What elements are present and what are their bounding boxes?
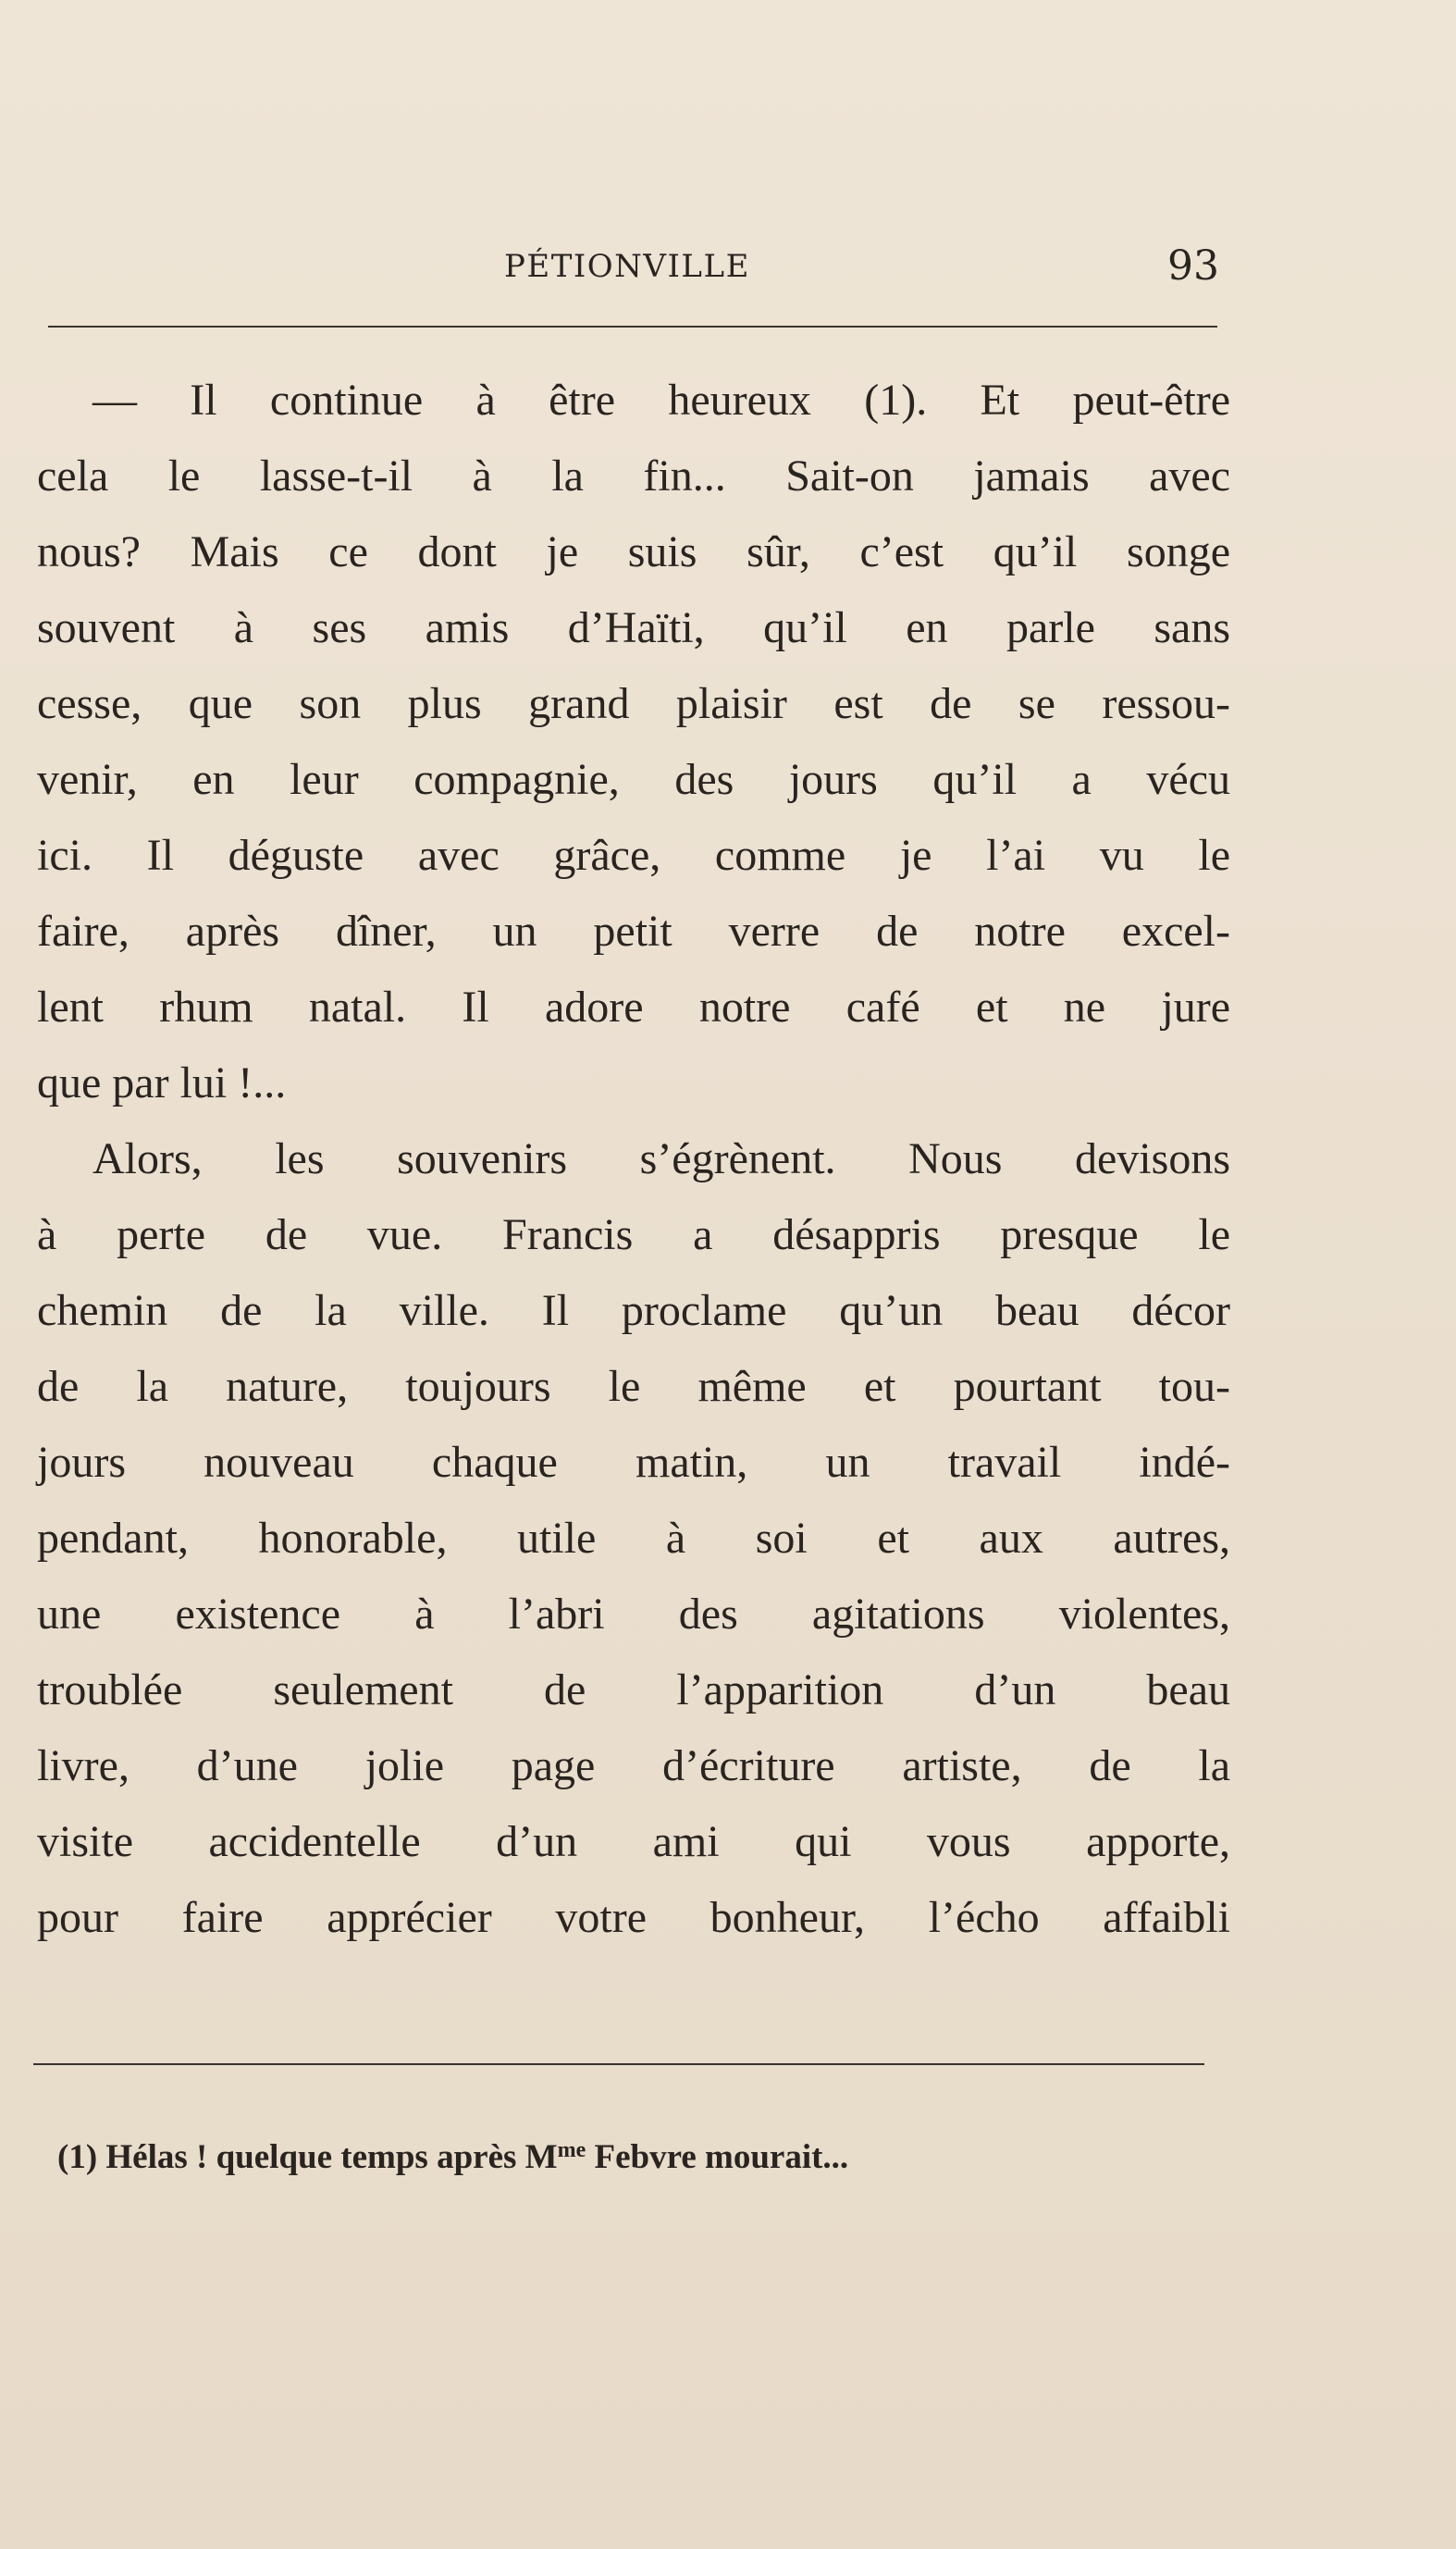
text-line: pendant, honorable, utile à soi et aux autres, — [37, 1514, 1230, 1563]
running-title: PÉTIONVILLE — [504, 248, 750, 285]
text-line: à perte de vue. Francis a désappris presque le — [37, 1210, 1230, 1259]
running-head — [0, 239, 1456, 294]
footnote-text-end: Febvre mourait... — [586, 2138, 849, 2176]
header-rule — [48, 326, 1217, 328]
text-line: troublée seulement de l’apparition d’un beau — [37, 1665, 1230, 1714]
text-line: venir, en leur compagnie, des jours qu’il a vécu — [37, 755, 1230, 804]
text-line: — Il continue à être heureux (1). Et peut-être — [93, 376, 1230, 425]
text-line: visite accidentelle d’un ami qui vous apporte, — [37, 1817, 1230, 1866]
text-line: jours nouveau chaque matin, un travail indé- — [37, 1438, 1230, 1487]
text-line: souvent à ses amis d’Haïti, qu’il en parle sans — [37, 603, 1230, 652]
text-line: chemin de la ville. Il proclame qu’un beau décor — [37, 1286, 1230, 1335]
text-line: ici. Il déguste avec grâce, comme je l’ai vu le — [37, 831, 1230, 880]
text-line: pour faire apprécier votre bonheur, l’écho affaibli — [37, 1893, 1230, 1942]
body-text — [37, 363, 1230, 1956]
footnote — [57, 2130, 848, 2185]
text-line: de la nature, toujours le même et pourtant tou- — [37, 1362, 1230, 1411]
page-number: 93 — [1167, 242, 1219, 290]
footnote-text: (1) Hélas ! quelque temps après M — [57, 2138, 558, 2176]
footnote-superscript: me — [557, 2138, 586, 2162]
text-line: livre, d’une jolie page d’écriture artiste, de la — [37, 1741, 1230, 1790]
text-line: que par lui !... — [37, 1058, 287, 1107]
text-line: faire, après dîner, un petit verre de notre excel- — [37, 907, 1230, 956]
text-line: cela le lasse-t-il à la fin... Sait-on jamais avec — [37, 452, 1230, 501]
text-line: une existence à l’abri des agitations violentes, — [37, 1590, 1230, 1639]
footnote-rule — [33, 2063, 1204, 2065]
text-line: nous? Mais ce dont je suis sûr, c’est qu’il songe — [37, 527, 1230, 576]
text-line: Alors, les souvenirs s’égrènent. Nous devisons — [93, 1134, 1230, 1183]
text-line: cesse, que son plus grand plaisir est de se ressou- — [37, 679, 1230, 728]
text-line: lent rhum natal. Il adore notre café et ne jure — [37, 983, 1230, 1032]
